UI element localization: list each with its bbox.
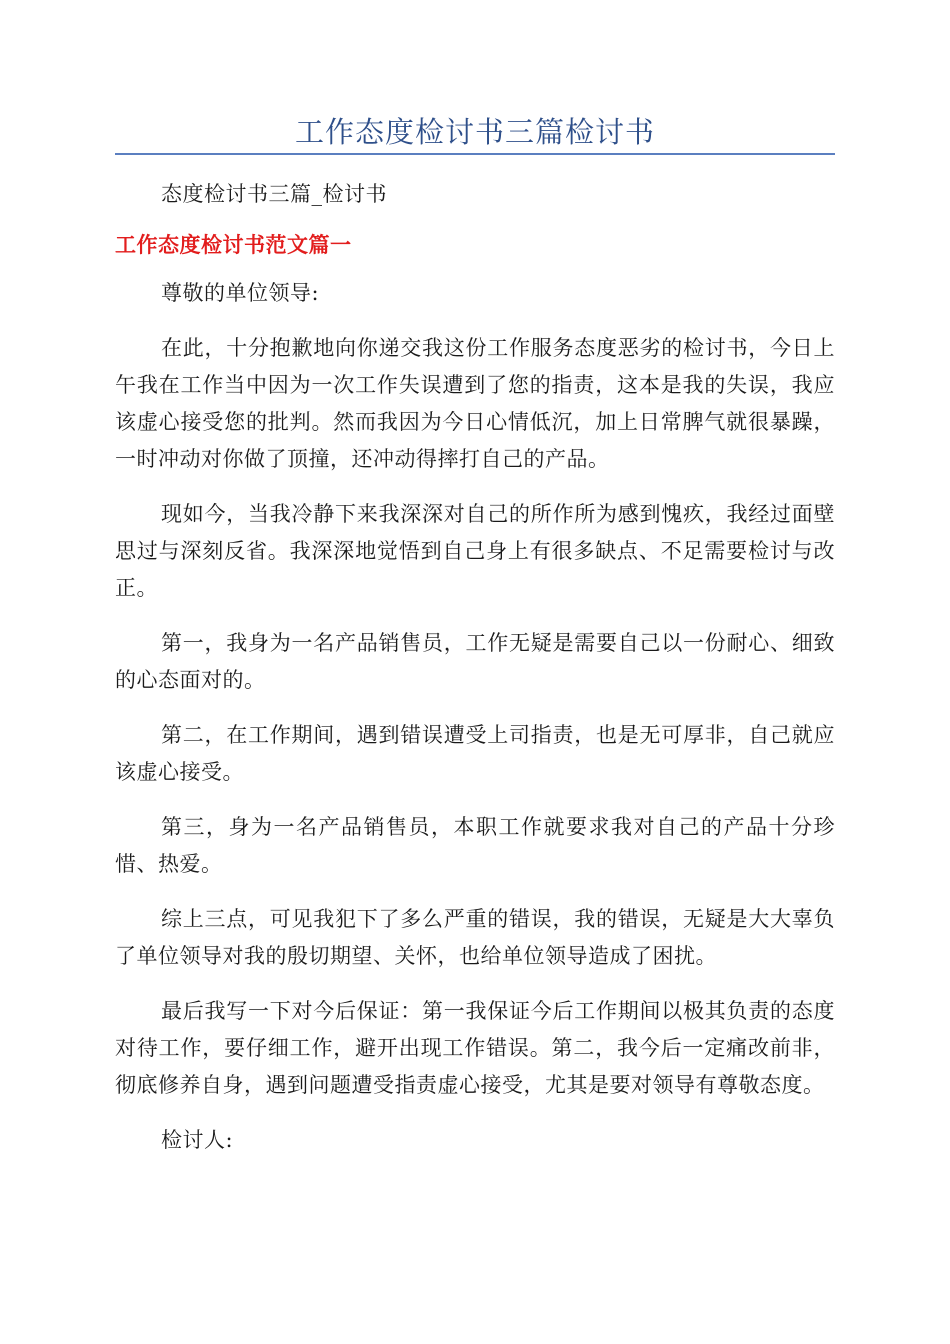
signature-line: 检讨人: bbox=[161, 1128, 234, 1152]
section-heading: 工作态度检讨书范文篇一 bbox=[115, 233, 352, 257]
paragraph-point-three: 第三，身为一名产品销售员，本职工作就要求我对自己的产品十分珍惜、热爱。 bbox=[115, 815, 835, 876]
title-underline bbox=[115, 153, 835, 155]
document-subtitle: 态度检讨书三篇_检讨书 bbox=[161, 182, 387, 206]
paragraph-summary: 综上三点，可见我犯下了多么严重的错误，我的错误，无疑是大大辜负了单位领导对我的殷切期望、关怀，也给单位领导造成了困扰。 bbox=[115, 907, 835, 968]
document-body bbox=[115, 176, 835, 1177]
paragraph-point-one: 第一，我身为一名产品销售员，工作无疑是需要自己以一份耐心、细致的心态面对的。 bbox=[115, 631, 835, 692]
paragraph-reflection: 现如今，当我冷静下来我深深对自己的所作所为感到愧疚，我经过面壁思过与深刻反省。我深深地觉悟到自己身上有很多缺点、不足需要检讨与改正。 bbox=[115, 502, 835, 600]
paragraph-guarantee: 最后我写一下对今后保证：第一我保证今后工作期间以极其负责的态度对待工作，要仔细工作，避开出现工作错误。第二，我今后一定痛改前非，彻底修养自身，遇到问题遭受指责虚心接受，尤其是要对领导有尊敬态度。 bbox=[115, 999, 835, 1097]
paragraph-apology: 在此，十分抱歉地向你递交我这份工作服务态度恶劣的检讨书，今日上午我在工作当中因为一次工作失误遭到了您的指责，这本是我的失误，我应该虚心接受您的批判。然而我因为今日心情低沉，加上日常脾气就很暴躁，一时冲动对你做了顶撞，还冲动得摔打自己的产品。 bbox=[115, 336, 835, 471]
paragraph-point-two: 第二，在工作期间，遇到错误遭受上司指责，也是无可厚非，自己就应该虚心接受。 bbox=[115, 723, 835, 784]
salutation: 尊敬的单位领导: bbox=[161, 281, 320, 305]
document-title: 工作态度检讨书三篇检讨书 bbox=[294, 115, 655, 149]
